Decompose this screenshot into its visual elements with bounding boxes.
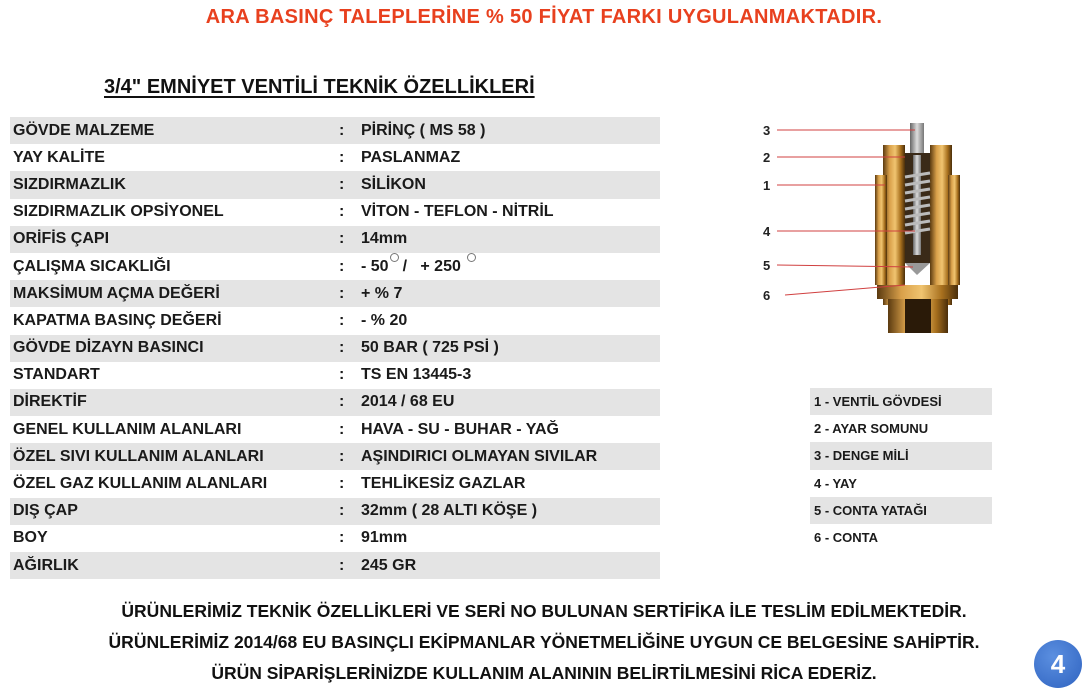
part-item: 1 - VENTİL GÖVDESİ: [810, 388, 992, 415]
spec-label: DIŞ ÇAP: [13, 502, 78, 520]
spec-value: HAVA - SU - BUHAR - YAĞ: [361, 420, 559, 438]
callout-6: 6: [763, 288, 771, 303]
spec-row: [10, 199, 660, 226]
spec-colon: :: [339, 175, 345, 193]
spec-table: [10, 117, 660, 579]
temp-min: - 50: [361, 257, 389, 275]
spec-value: [361, 258, 480, 276]
spec-colon: :: [339, 148, 345, 166]
footer-line: ÜRÜNLERİMİZ 2014/68 EU BASINÇLI EKİPMANLAR YÖNETMELİĞİNE UYGUN CE BELGESİNE SAHİPTİR.: [108, 632, 980, 652]
spec-label: SIZDIRMAZLIK: [13, 175, 126, 193]
spec-label: ÖZEL SIVI KULLANIM ALANLARI: [13, 447, 264, 465]
spec-label: YAY KALİTE: [13, 148, 105, 166]
part-item: 3 - DENGE MİLİ: [810, 442, 992, 469]
spec-value: PASLANMAZ: [361, 148, 461, 166]
spec-label: GÖVDE DİZAYN BASINCI: [13, 339, 204, 357]
spec-value: 245 GR: [361, 556, 417, 574]
spec-row: [10, 470, 660, 497]
spec-label: GÖVDE MALZEME: [13, 121, 155, 139]
callout-4: 4: [763, 224, 771, 239]
spec-colon: :: [339, 447, 345, 465]
spec-colon: :: [339, 366, 345, 384]
spec-value: 14mm: [361, 230, 408, 248]
spec-colon: :: [339, 393, 345, 411]
spec-row: [10, 253, 660, 280]
spec-label: BOY: [13, 529, 48, 547]
spec-row: [10, 226, 660, 253]
spec-label: SIZDIRMAZLIK OPSİYONEL: [13, 203, 224, 221]
callout-5: 5: [763, 258, 771, 273]
callout-3: 3: [763, 123, 771, 138]
spec-colon: :: [339, 475, 345, 493]
spec-value: SİLİKON: [361, 175, 426, 193]
spec-value: 32mm ( 28 ALTI KÖŞE ): [361, 502, 538, 520]
price-notice: ARA BASINÇ TALEPLERİNE % 50 FİYAT FARKI UYGULANMAKTADIR.: [205, 6, 883, 28]
valve-cutaway-diagram: [755, 115, 985, 340]
page-number-badge: 4: [1034, 640, 1082, 688]
callout-1: 1: [763, 178, 771, 193]
spec-label: GENEL KULLANIM ALANLARI: [13, 420, 242, 438]
footer-line: ÜRÜN SİPARİŞLERİNİZDE KULLANIM ALANININ BELİRTİLMESİNİ RİCA EDERİZ.: [211, 663, 877, 683]
spec-label: ORİFİS ÇAPI: [13, 230, 110, 248]
temp-separator: /: [402, 257, 408, 275]
callout-2: 2: [763, 150, 771, 165]
spec-colon: :: [339, 502, 345, 520]
spec-row: [10, 280, 660, 307]
spec-label: KAPATMA BASINÇ DEĞERİ: [13, 311, 222, 329]
spec-colon: :: [339, 203, 345, 221]
spec-value: VİTON - TEFLON - NİTRİL: [361, 203, 554, 221]
spec-row: [10, 416, 660, 443]
part-legend: [810, 388, 992, 551]
spec-row: [10, 144, 660, 171]
spec-row: [10, 362, 660, 389]
spec-row: [10, 443, 660, 470]
spec-value: AŞINDIRICI OLMAYAN SIVILAR: [361, 447, 598, 465]
spec-label: ÖZEL GAZ KULLANIM ALANLARI: [13, 475, 268, 493]
spec-row: [10, 335, 660, 362]
spec-value: 50 BAR ( 725 PSİ ): [361, 339, 499, 357]
spec-row: [10, 307, 660, 334]
part-item: 6 - CONTA: [814, 530, 879, 546]
temp-max: + 250: [420, 257, 461, 275]
spec-label: ÇALIŞMA SICAKLIĞI: [13, 257, 171, 275]
valve-body: [875, 123, 960, 333]
spec-value: TEHLİKESİZ GAZLAR: [361, 475, 526, 493]
spec-row: [10, 552, 660, 579]
spec-colon: :: [339, 284, 345, 302]
spec-value: TS EN 13445-3: [361, 366, 472, 384]
spec-colon: :: [339, 230, 345, 248]
spec-label: MAKSİMUM AÇMA DEĞERİ: [13, 284, 220, 302]
spec-colon: :: [339, 420, 345, 438]
spec-row: [10, 171, 660, 198]
degree-icon: [390, 253, 399, 262]
spec-label: AĞIRLIK: [13, 556, 79, 574]
page-title: 3/4" EMNİYET VENTİLİ TEKNİK ÖZELLİKLERİ: [104, 76, 535, 98]
spec-label: DİREKTİF: [13, 393, 87, 411]
spec-value: - % 20: [361, 311, 408, 329]
part-item: 2 - AYAR SOMUNU: [814, 421, 929, 437]
spec-colon: :: [339, 121, 345, 139]
part-item: 5 - CONTA YATAĞI: [810, 497, 992, 524]
spec-row: [10, 389, 660, 416]
part-item: 4 - YAY: [814, 475, 857, 491]
footer-notes: [0, 596, 1088, 689]
footer-line: ÜRÜNLERİMİZ TEKNİK ÖZELLİKLERİ VE SERİ NO BULUNAN SERTİFİKA İLE TESLİM EDİLMEKTEDİR.: [121, 601, 967, 621]
spec-value: 91mm: [361, 529, 408, 547]
spec-label: STANDART: [13, 366, 100, 384]
spec-row: [10, 525, 660, 552]
spec-value: PİRİNÇ ( MS 58 ): [361, 121, 486, 139]
spec-row: [10, 117, 660, 144]
spec-row: [10, 498, 660, 525]
spec-colon: :: [339, 529, 345, 547]
spec-colon: :: [339, 257, 345, 275]
spec-value: + % 7: [361, 284, 403, 302]
spec-colon: :: [339, 311, 345, 329]
spec-colon: :: [339, 339, 345, 357]
spec-colon: :: [339, 556, 345, 574]
spec-value: 2014 / 68 EU: [361, 393, 455, 411]
degree-icon: [467, 253, 476, 262]
